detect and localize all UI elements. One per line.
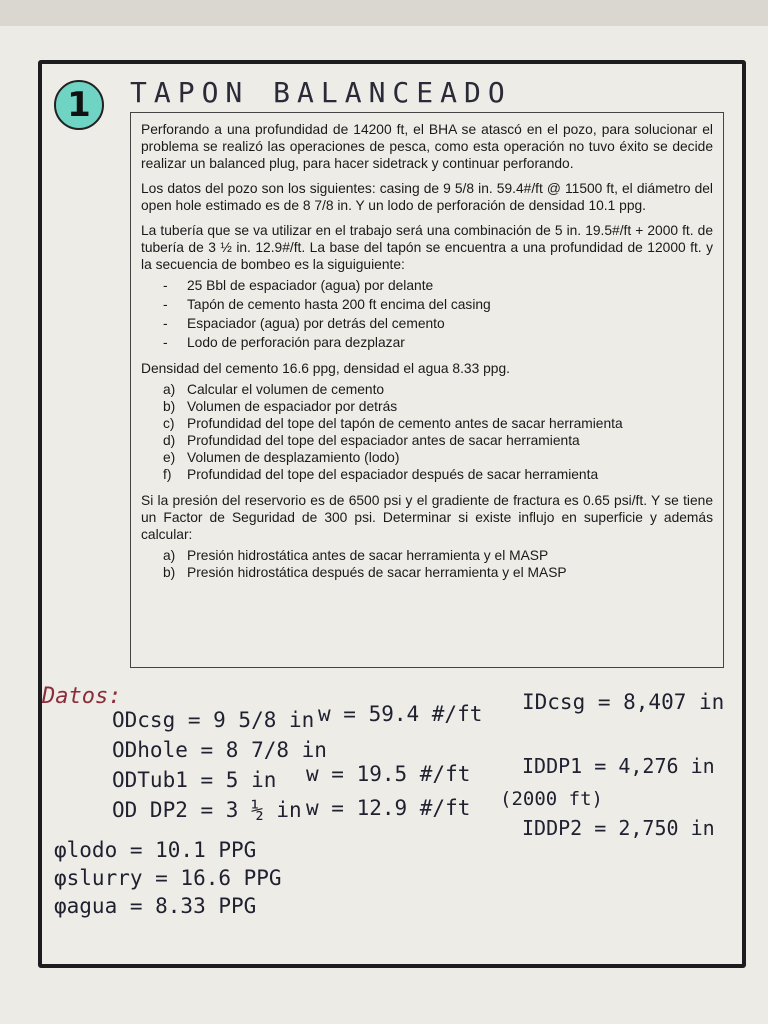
- note-density-mud: φlodo = 10.1 PPG: [54, 838, 257, 862]
- pumping-sequence-list: [141, 277, 713, 351]
- list-item: - 25 Bbl de espaciador (agua) por delante: [163, 278, 434, 293]
- note-id-casing: IDcsg = 8,407 in: [522, 690, 725, 714]
- pressure-questions-list: [141, 547, 713, 581]
- problem-number: 1: [67, 85, 91, 125]
- notes-heading: Datos:: [42, 684, 122, 709]
- paragraph-pipe: La tubería que se va utilizar en el trabajo será una combinación de 5 in. 19.5#/ft + 2000 ft. de tubería de 3 ½ in. 12.9#/ft. La base del tapón se encuentra a una profundidad de 12000 ft. y la secuencia de bombeo es la siguiguiente:: [141, 223, 713, 272]
- list-item: b) Volumen de espaciador por detrás: [163, 399, 398, 414]
- list-item: a) Presión hidrostática antes de sacar herramienta y el MASP: [163, 548, 549, 563]
- list-item: d) Profundidad del tope del espaciador antes de sacar herramienta: [163, 433, 580, 448]
- list-item: f) Profundidad del tope del espaciador después de sacar herramienta: [163, 467, 599, 482]
- page-title: TAPON BALANCEADO: [130, 76, 512, 109]
- list-item: b) Presión hidrostática después de sacar herramienta y el MASP: [163, 565, 567, 580]
- paragraph-pressure: Si la presión del reservorio es de 6500 psi y el gradiente de fractura es 0.65 psi/ft. Y se tiene un Factor de Seguridad de 300 psi. Determinar si existe influjo en superficie y además calcular:: [141, 493, 713, 542]
- note-weight-tubing: w = 19.5 #/ft: [306, 762, 471, 786]
- note-od-hole: ODhole = 8 7/8 in: [112, 738, 327, 762]
- paragraph-densities: Densidad del cemento 16.6 ppg, densidad el agua 8.33 ppg.: [141, 361, 510, 376]
- list-item: - Tapón de cemento hasta 200 ft encima del casing: [163, 297, 491, 312]
- note-od-drillpipe: OD DP2 = 3 ½ in: [112, 798, 302, 822]
- problem-statement-box: [130, 112, 724, 668]
- list-item: - Espaciador (agua) por detrás del cemento: [163, 316, 445, 331]
- paragraph-intro: Perforando a una profundidad de 14200 ft, el BHA se atascó en el pozo, para solucionar el problema se realizó las operaciones de pesca, como esta operación no tuvo éxito se decide realizar un balanced plug, para hacer sidetrack y continuar perforando.: [141, 122, 713, 171]
- list-item: c) Profundidad del tope del tapón de cemento antes de sacar herramienta: [163, 416, 623, 431]
- list-item: - Lodo de perforación para dezplazar: [163, 335, 405, 350]
- note-weight-drillpipe: w = 12.9 #/ft: [306, 796, 471, 820]
- note-id-drillpipe1: IDDP1 = 4,276 in: [522, 754, 715, 778]
- note-od-casing: ODcsg = 9 5/8 in: [112, 708, 315, 732]
- note-drillpipe-length: (2000 ft): [500, 788, 603, 810]
- note-weight-casing: w = 59.4 #/ft: [318, 702, 483, 726]
- note-density-water: φagua = 8.33 PPG: [54, 894, 257, 918]
- list-item: e) Volumen de desplazamiento (lodo): [163, 450, 400, 465]
- paragraph-well-data: Los datos del pozo son los siguientes: casing de 9 5/8 in. 59.4#/ft @ 11500 ft, el diámetro del open hole estimado es de 8 7/8 in. Y un lodo de perforación de densidad 10.1 ppg.: [141, 181, 713, 213]
- problem-number-badge: [54, 80, 104, 130]
- note-density-slurry: φslurry = 16.6 PPG: [54, 866, 282, 890]
- list-item: a) Calcular el volumen de cemento: [163, 382, 385, 397]
- note-od-tubing: ODTub1 = 5 in: [112, 768, 277, 792]
- questions-list: [141, 381, 713, 483]
- note-id-drillpipe2: IDDP2 = 2,750 in: [522, 816, 715, 840]
